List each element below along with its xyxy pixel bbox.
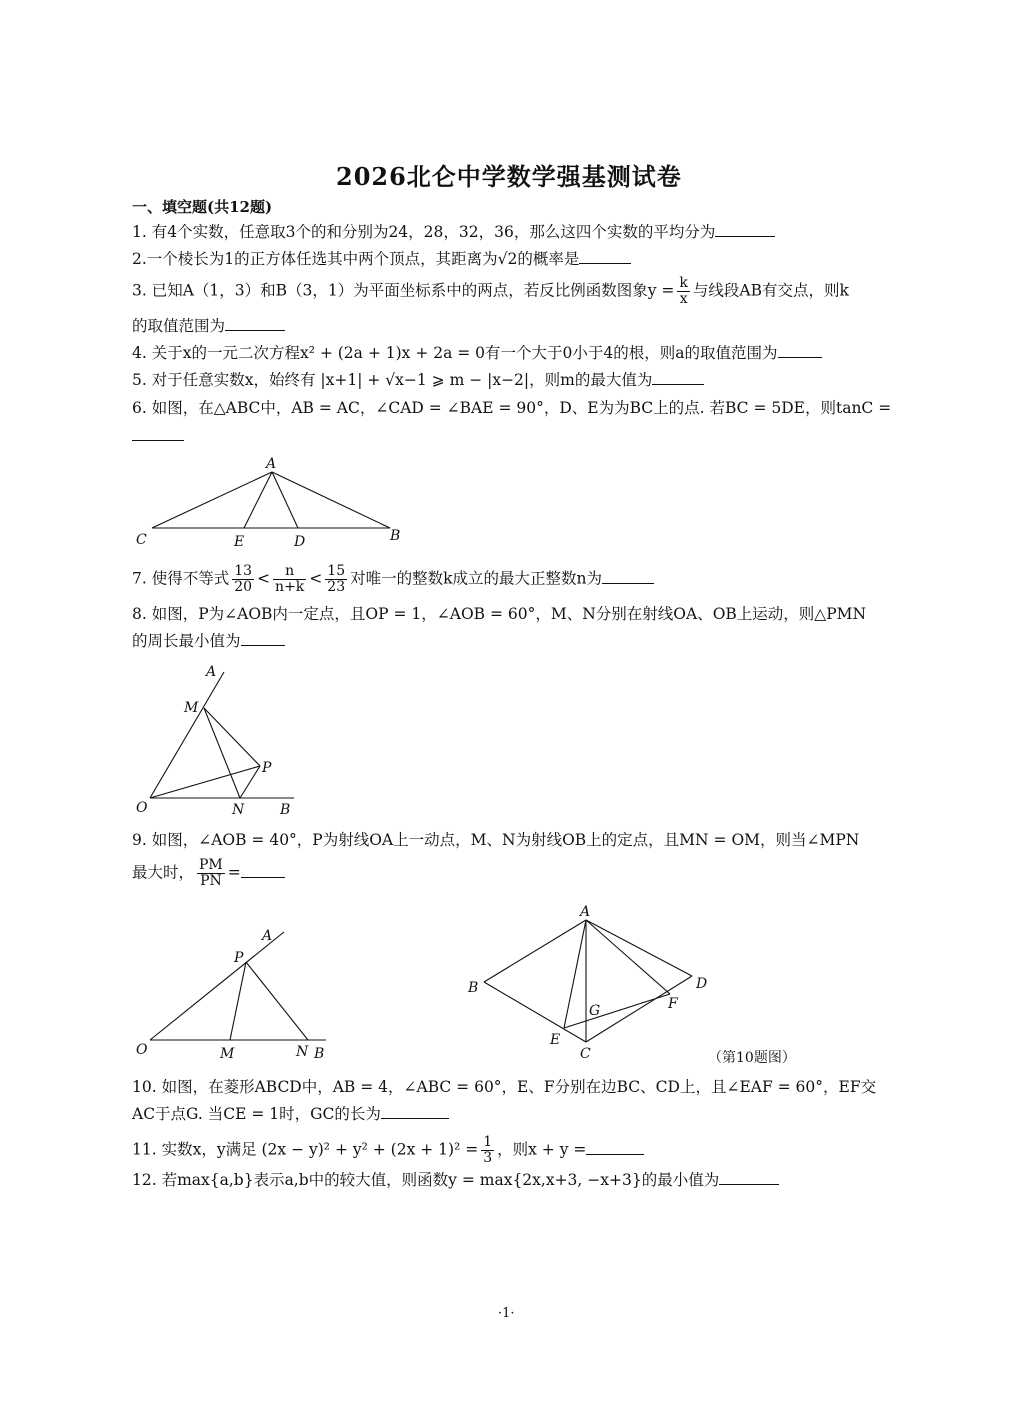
label-n: N (232, 802, 245, 818)
q3-text-c: 的取值范围为 (132, 317, 226, 335)
answer-blank[interactable] (586, 1140, 644, 1155)
q7-f1-numerator: 13 (234, 563, 253, 579)
segment-ad (586, 920, 692, 976)
q7-text-a: 7. 使得不等式 (132, 569, 230, 588)
q1-text: 1. 有4个实数，任意取3个的和分别为24，28，32，36，那么这四个实数的平均分为 (132, 223, 716, 241)
label-g: G (589, 1003, 601, 1019)
segment-af (586, 920, 670, 994)
label-a: A (262, 928, 273, 944)
q11-fraction (481, 1135, 494, 1166)
figure-q10 (460, 898, 730, 1068)
segment-ad (272, 472, 298, 528)
question-1 (132, 222, 775, 242)
question-10 (132, 1077, 876, 1097)
question-9 (132, 830, 859, 850)
label-b: B (280, 802, 291, 818)
q2-sqrt: √2 (497, 250, 518, 268)
segment-ab (272, 472, 390, 528)
segment-ab (484, 920, 586, 982)
label-c: C (136, 532, 147, 548)
answer-blank[interactable] (241, 863, 285, 878)
question-10-cont (132, 1104, 449, 1124)
answer-blank[interactable] (602, 569, 654, 584)
q9-numerator: PM (199, 857, 223, 873)
q9-text-a: 9. 如图，∠AOB = 40°，P为射线OA上一动点，M、N为射线OB上的定点，且MN = OM，则当∠MPN (132, 831, 860, 849)
q11-text-a: 11. 实数x，y满足 (2x − y)² + y² + (2x + 1)² = (132, 1140, 479, 1159)
q7-f1-denominator: 20 (234, 579, 253, 595)
label-p: P (262, 760, 272, 776)
segment-mn (204, 708, 240, 798)
q7-text-b: 对唯一的整数k成立的最大正整数n为 (350, 569, 602, 588)
question-5 (132, 370, 704, 390)
label-o: O (136, 800, 148, 816)
segment-ca (152, 472, 272, 528)
label-a: A (206, 664, 217, 680)
label-a: A (580, 904, 591, 920)
q7-f3-denominator: 23 (327, 579, 346, 595)
q10-text-b: AC于点G. 当CE = 1时，GC的长为 (132, 1105, 381, 1123)
section-heading: 一、填空题(共12题) (132, 198, 273, 216)
q7-lt-2: < (309, 569, 323, 588)
answer-blank[interactable] (778, 343, 822, 358)
q6-text: 6. 如图，在△ABC中，AB = AC，∠CAD = ∠BAE = 90°，D、E为为BC上的点. 若BC = 5DE，则tanC = (132, 399, 892, 417)
q3-fraction (677, 276, 689, 307)
page-title: 2026北仑中学数学强基测试卷 (336, 162, 682, 191)
label-b: B (314, 1046, 325, 1062)
question-3 (132, 276, 849, 307)
page-number: ·1· (498, 1306, 515, 1321)
q7-f3-numerator: 15 (327, 563, 346, 579)
q12-text: 12. 若max{a,b}表示a,b中的较大值，则函数y = max{2x,x+3, −x+3}的最小值为 (132, 1171, 720, 1189)
q4-text: 4. 关于x的一元二次方程x² + (2a + 1)x + 2a = 0有一个大于0小于4的根，则a的取值范围为 (132, 344, 778, 362)
q9-equals: = (227, 863, 241, 882)
segment-ae (564, 920, 586, 1028)
q8-text-a: 8. 如图，P为∠AOB内一定点，且OP = 1，∠AOB = 60°，M、N分别在射线OA、OB上运动，则△PMN (132, 605, 867, 623)
q7-f2-denominator: n+k (275, 579, 305, 595)
question-11 (132, 1135, 644, 1166)
label-f: F (668, 996, 678, 1012)
figure-q8 (130, 660, 310, 820)
ray-oa (150, 672, 224, 798)
question-6 (132, 398, 891, 418)
q2-text-b: 的概率是 (517, 250, 580, 268)
figure-10-caption: （第10题图） (708, 1050, 796, 1066)
label-p: P (234, 950, 244, 966)
q11-denominator: 3 (483, 1150, 493, 1166)
question-7 (132, 564, 654, 595)
label-b: B (468, 980, 479, 996)
q7-fraction-3 (325, 564, 347, 595)
q2-text-a: 2.一个棱长为1的正方体任选其中两个顶点，其距离为 (132, 250, 498, 268)
segment-bc (484, 982, 586, 1042)
figure-q9 (130, 920, 340, 1070)
question-2 (132, 249, 631, 269)
question-3-cont (132, 316, 285, 336)
q9-text-b: 最大时， (132, 863, 195, 882)
answer-blank[interactable] (715, 222, 775, 237)
label-e: E (234, 534, 245, 550)
label-d: D (696, 976, 708, 992)
label-n: N (296, 1044, 309, 1060)
q3-denominator: x (679, 291, 688, 307)
label-e: E (550, 1032, 561, 1048)
answer-blank[interactable] (579, 249, 631, 264)
question-4 (132, 343, 822, 363)
segment-ae (244, 472, 272, 528)
answer-blank[interactable] (719, 1170, 779, 1185)
q9-fraction (197, 858, 225, 889)
label-a: A (266, 456, 277, 472)
label-c: C (580, 1046, 591, 1062)
q7-f2-numerator: n (273, 564, 306, 580)
q8-text-b: 的周长最小值为 (132, 632, 241, 650)
q3-text-a: 3. 已知A（1，3）和B（3，1）为平面坐标系中的两点，若反比例函数图象y = (132, 281, 675, 300)
answer-blank[interactable] (652, 370, 704, 385)
question-8-cont (132, 631, 285, 651)
label-m: M (184, 700, 199, 716)
figure-q6 (130, 452, 420, 552)
q5-text: 5. 对于任意实数x，始终有 |x+1| + √x−1 ⩾ m − |x−2|，则m的最大值为 (132, 371, 653, 389)
q10-text-a: 10. 如图，在菱形ABCD中，AB = 4，∠ABC = 60°，E、F分别在边BC、CD上，且∠EAF = 60°，EF交 (132, 1078, 877, 1096)
answer-blank[interactable] (381, 1104, 449, 1119)
q11-text-b: ，则x + y = (497, 1140, 587, 1159)
question-8 (132, 604, 866, 624)
label-o: O (136, 1042, 148, 1058)
q9-denominator: PN (200, 873, 222, 889)
answer-blank[interactable] (241, 631, 285, 646)
label-m: M (220, 1046, 235, 1062)
q3-text-b: 与线段AB有交点，则k (692, 281, 849, 300)
question-9-cont (132, 858, 285, 889)
segment-mp (204, 708, 260, 766)
q11-numerator: 1 (483, 1134, 493, 1150)
q7-lt-1: < (257, 569, 271, 588)
q3-numerator: k (679, 275, 688, 291)
q7-fraction-1 (232, 564, 254, 595)
question-12 (132, 1170, 779, 1190)
label-d: D (294, 534, 306, 550)
q7-fraction-2 (273, 564, 306, 595)
segment-pn (246, 962, 308, 1040)
label-b: B (390, 528, 401, 544)
q6-answer-blank[interactable] (132, 426, 184, 441)
answer-blank[interactable] (225, 316, 285, 331)
ray-oa (150, 932, 284, 1040)
